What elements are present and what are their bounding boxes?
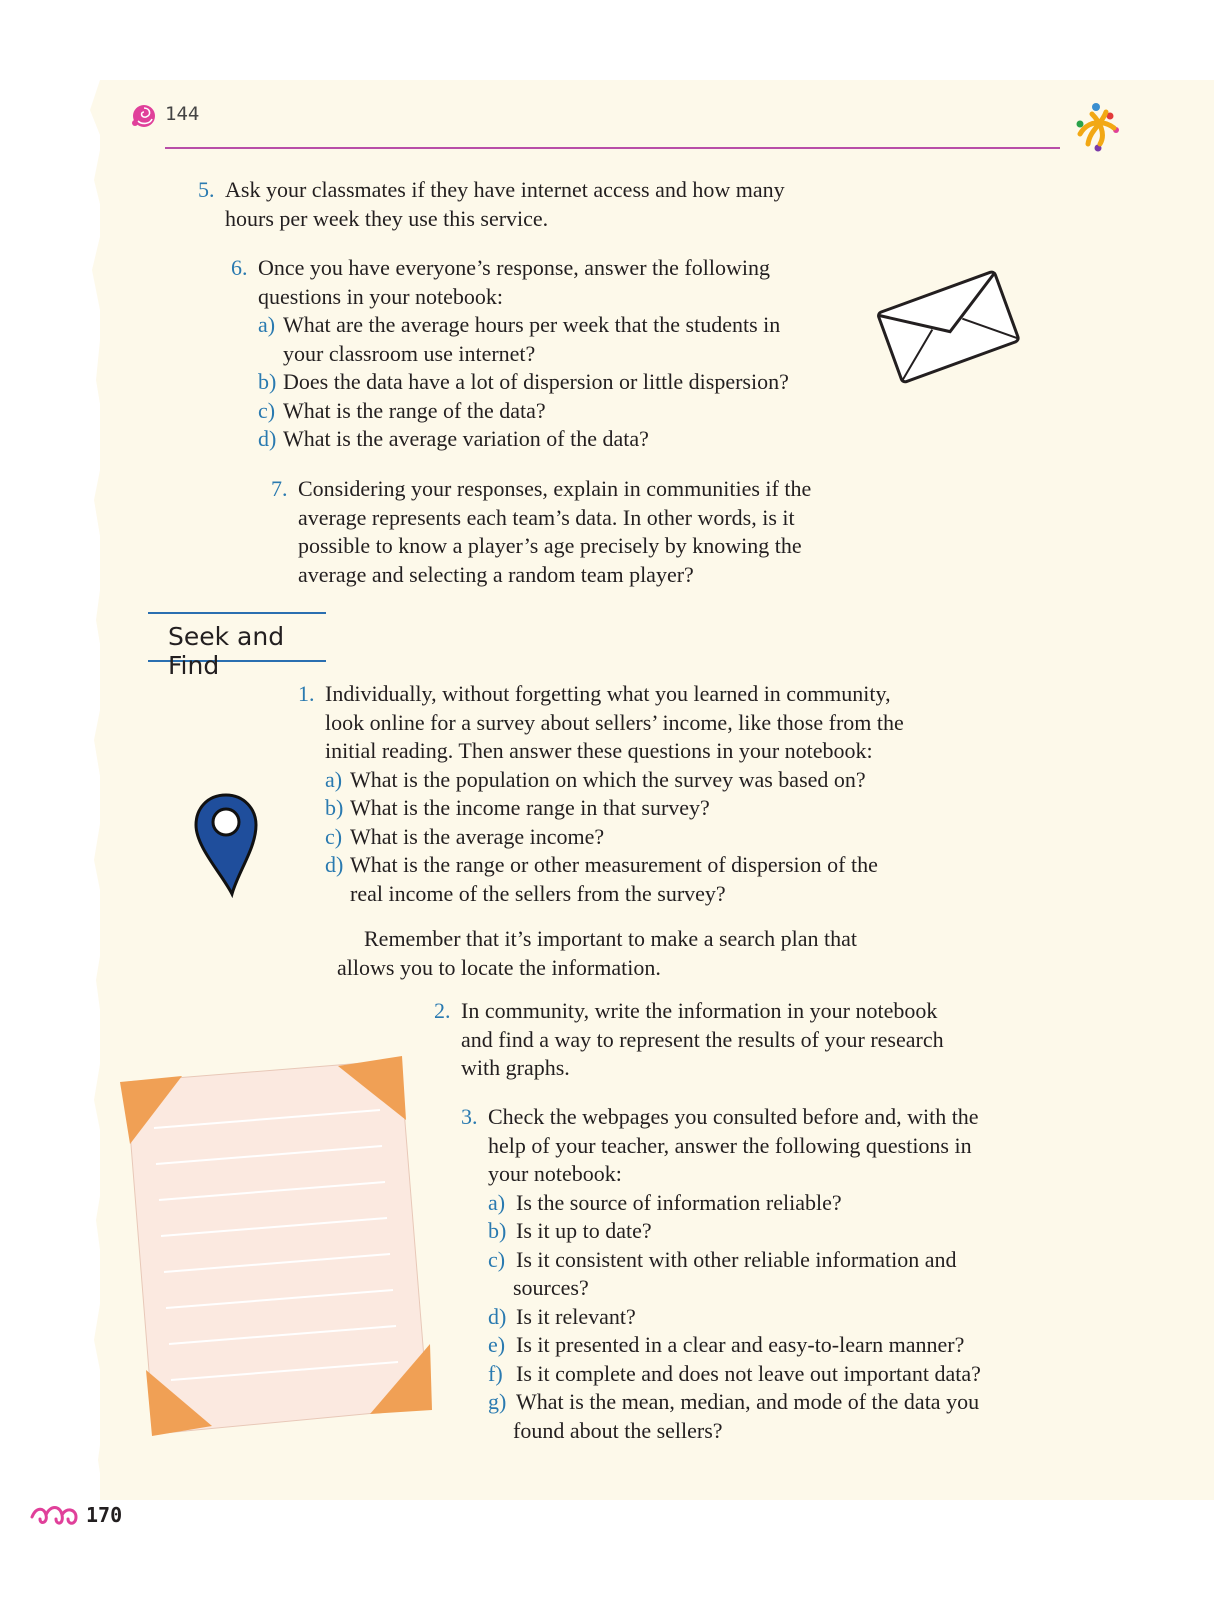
seek-q1-c-letter: c): [325, 823, 343, 849]
seek-q1-line2: look online for a survey about sellers’ income, like those from the: [325, 709, 904, 735]
question-7-line4: average and selecting a random team player?: [298, 561, 694, 587]
seek-question-3: [461, 1103, 981, 1445]
rose-ornament-icon: [130, 103, 158, 129]
seek-q3-e-letter: e): [488, 1332, 506, 1357]
question-5: [198, 176, 785, 233]
seek-q1-c-line1: What is the average income?: [350, 823, 605, 849]
seek-q3-g-line2: found about the sellers?: [513, 1417, 723, 1443]
seek-q3-line3: your notebook:: [488, 1161, 622, 1186]
q6-b-letter: b): [258, 369, 277, 394]
q6-a-line1: What are the average hours per week that the students in: [283, 312, 781, 337]
seek-q2-number: 2.: [434, 998, 451, 1023]
seek-q3-line2: help of your teacher, answer the following questions in: [488, 1132, 972, 1158]
seek-q3-number: 3.: [461, 1104, 478, 1129]
question-5-line2: hours per week they use this service.: [225, 205, 549, 231]
seek-q3-f-letter: f): [488, 1360, 503, 1386]
section-heading: Seek and Find: [168, 622, 285, 680]
question-6-line2: questions in your notebook:: [258, 283, 504, 309]
question-5-number: 5.: [198, 177, 215, 202]
sun-figures-icon: [1070, 100, 1126, 156]
reminder-line1: Remember that it’s important to make a search plan that: [364, 926, 858, 951]
seek-q1-line3: initial reading. Then answer these questions in your notebook:: [325, 738, 873, 763]
seek-q3-d-line1: Is it relevant?: [516, 1303, 636, 1329]
seek-q2-line3: with graphs.: [461, 1055, 570, 1080]
seek-question-2: [434, 997, 944, 1083]
seek-q3-c-letter: c): [488, 1246, 506, 1272]
q6-a-letter: a): [258, 312, 276, 337]
question-7: [271, 475, 811, 589]
seek-q1-number: 1.: [298, 681, 315, 706]
seek-q3-c-line1: Is it consistent with other reliable information and: [516, 1246, 957, 1272]
q6-a-line2: your classroom use internet?: [283, 340, 536, 366]
seek-q1-d-letter: d): [325, 852, 344, 877]
seek-question-1: [298, 680, 904, 908]
seek-q3-line1: Check the webpages you consulted before and, with the: [488, 1104, 979, 1129]
seek-q1-a-line1: What is the population on which the survey was based on?: [350, 766, 866, 792]
reminder-text: [337, 925, 857, 982]
question-6-number: 6.: [231, 255, 248, 280]
q6-d-letter: d): [258, 426, 277, 451]
seek-q3-b-line1: Is it up to date?: [516, 1218, 652, 1243]
question-7-line1: Considering your responses, explain in communities if the: [298, 476, 812, 501]
seek-q1-a-letter: a): [325, 766, 343, 792]
seek-q3-f-line1: Is it complete and does not leave out important data?: [516, 1360, 981, 1386]
reminder-line2: allows you to locate the information.: [337, 954, 661, 980]
q6-b-line1: Does the data have a lot of dispersion or little dispersion?: [283, 369, 789, 394]
q6-c-line1: What is the range of the data?: [283, 397, 546, 423]
seek-q1-b-letter: b): [325, 795, 344, 820]
q6-d-line1: What is the average variation of the data?: [283, 426, 649, 451]
question-7-line3: possible to know a player’s age precisely by knowing the: [298, 533, 802, 558]
question-6: [231, 254, 789, 454]
seek-q1-d-line2: real income of the sellers from the survey?: [350, 880, 726, 906]
seek-q3-g-line1: What is the mean, median, and mode of the data you: [516, 1389, 980, 1414]
seek-q2-line2: and find a way to represent the results of your research: [461, 1026, 944, 1052]
seek-q1-b-line1: What is the income range in that survey?: [350, 795, 710, 820]
question-7-line2: average represents each team’s data. In other words, is it: [298, 504, 795, 530]
header-page-label: 144: [165, 103, 200, 125]
seek-q3-c-line2: sources?: [513, 1275, 589, 1300]
map-pin-icon: [192, 792, 260, 898]
seek-q3-b-letter: b): [488, 1218, 507, 1243]
sticky-note-icon: [118, 1052, 436, 1444]
q6-c-letter: c): [258, 397, 276, 423]
seek-q2-line1: In community, write the information in your notebook: [461, 998, 938, 1023]
question-7-number: 7.: [271, 476, 288, 501]
seek-q1-d-line1: What is the range or other measurement of dispersion of the: [350, 852, 878, 877]
question-6-line1: Once you have everyone’s response, answer the following: [258, 255, 770, 280]
seek-q1-line1: Individually, without forgetting what you learned in community,: [325, 681, 891, 706]
seek-q3-g-letter: g): [488, 1389, 507, 1414]
question-5-line1: Ask your classmates if they have internet access and how many: [225, 177, 785, 202]
footer-page-number: 170: [86, 1503, 123, 1527]
section-heading-box: [148, 612, 326, 680]
vine-ornament-icon: [30, 1503, 78, 1529]
envelope-icon: [872, 268, 1024, 384]
seek-q3-a-line1: Is the source of information reliable?: [516, 1189, 842, 1215]
seek-q3-e-line1: Is it presented in a clear and easy-to-learn manner?: [516, 1332, 965, 1357]
seek-q3-a-letter: a): [488, 1189, 506, 1215]
seek-q3-d-letter: d): [488, 1303, 507, 1329]
header-rule: [165, 147, 1060, 149]
